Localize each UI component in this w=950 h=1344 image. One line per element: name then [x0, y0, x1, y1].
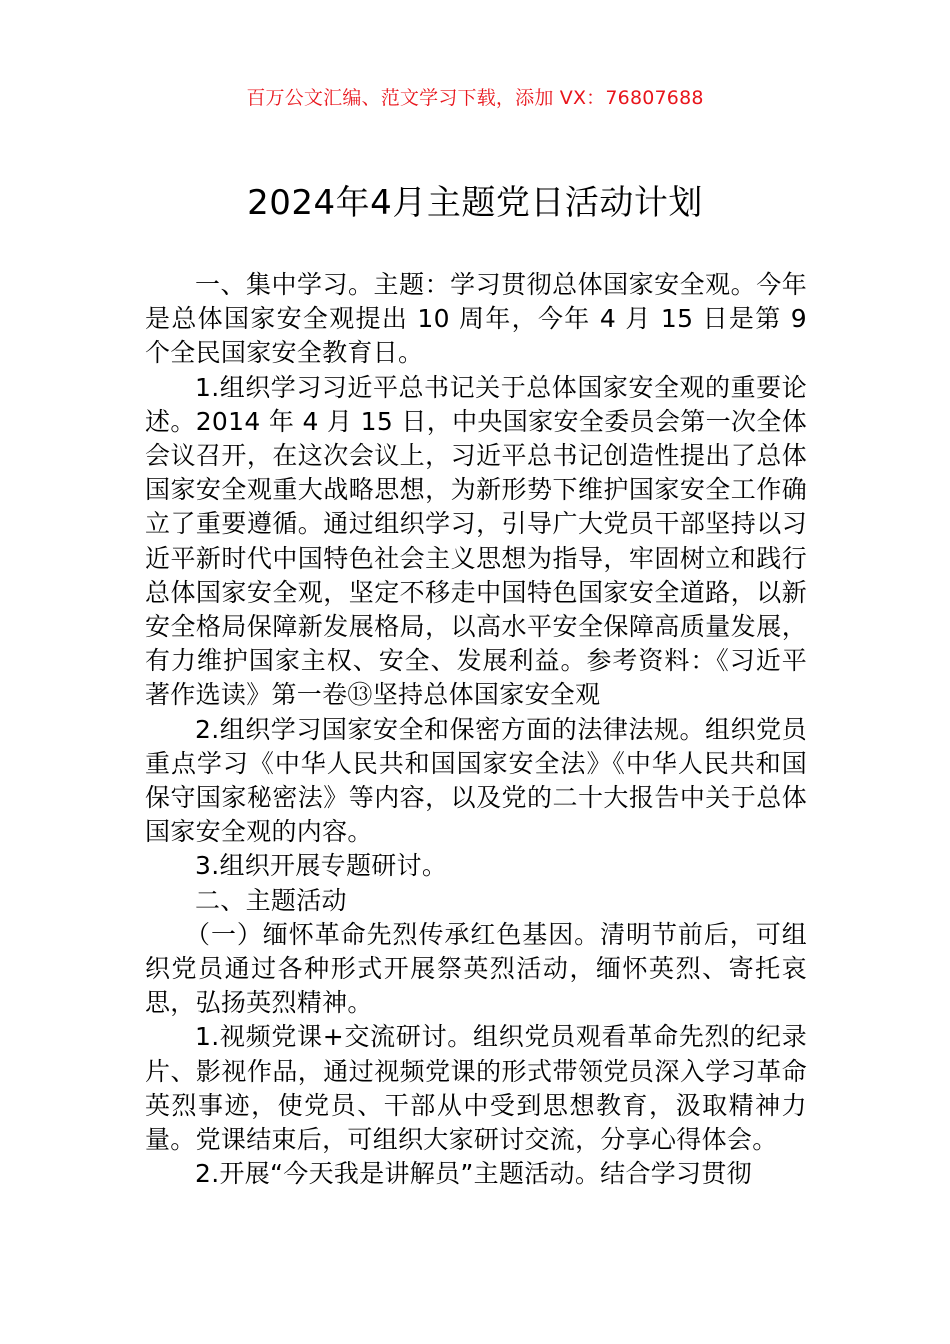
paragraph-video-lesson: 1.视频党课+交流研讨。组织党员观看革命先烈的纪录片、影视作品，通过视频党课的形式带领党员深入学习革命英烈事迹，使党员、干部从中受到思想教育，汲取精神力量。党课结束后，可组织大家研讨交流，分享心得体会。	[145, 1022, 807, 1155]
document-title: 2024年4月主题党日活动计划	[247, 183, 703, 223]
paragraph-theme-activities-heading: 二、主题活动	[195, 885, 347, 915]
paragraph-docent-activity: 2.开展“今天我是讲解员”主题活动。结合学习贯彻	[195, 1159, 752, 1189]
paragraph-centralized-study: 一、集中学习。主题：学习贯彻总体国家安全观。今年是总体国家安全观提出 10 周年，今年 4 月 15 日是第 9 个全民国家安全教育日。	[145, 270, 807, 368]
paragraph-seminar: 3.组织开展专题研讨。	[195, 851, 448, 881]
paragraph-commemorate-martyrs: （一）缅怀革命先烈传承红色基因。清明节前后，可组织党员通过各种形式开展祭英烈活动，缅怀英烈、寄托哀思，弘扬英烈精神。	[145, 919, 807, 1018]
watermark-banner: 百万公文汇编、范文学习下载，添加 VX：76807688	[246, 87, 704, 109]
paragraph-study-laws: 2.组织学习国家安全和保密方面的法律法规。组织党员重点学习《中华人民共和国国家安全法》《中华人民共和国保守国家秘密法》等内容，以及党的二十大报告中关于总体国家安全观的内容。	[145, 714, 807, 847]
document-body	[145, 268, 807, 1191]
paragraph-study-remarks: 1.组织学习习近平总书记关于总体国家安全观的重要论述。2014 年 4 月 15 日，中央国家安全委员会第一次全体会议召开，在这次会议上，习近平总书记创造性提出了总体国家安全观重大战略思想，为新形势下维护国家安全工作确立了重要遵循。通过组织学习，引导广大党员干部坚持以习近平新时代中国特色社会主义思想为指导，牢固树立和践行总体国家安全观，坚定不移走中国特色国家安全道路，以新安全格局保障新发展格局，以高水平安全保障高质量发展，有力维护国家主权、安全、发展利益。参考资料：《习近平著作选读》第一卷⑬坚持总体国家安全观	[145, 372, 807, 710]
